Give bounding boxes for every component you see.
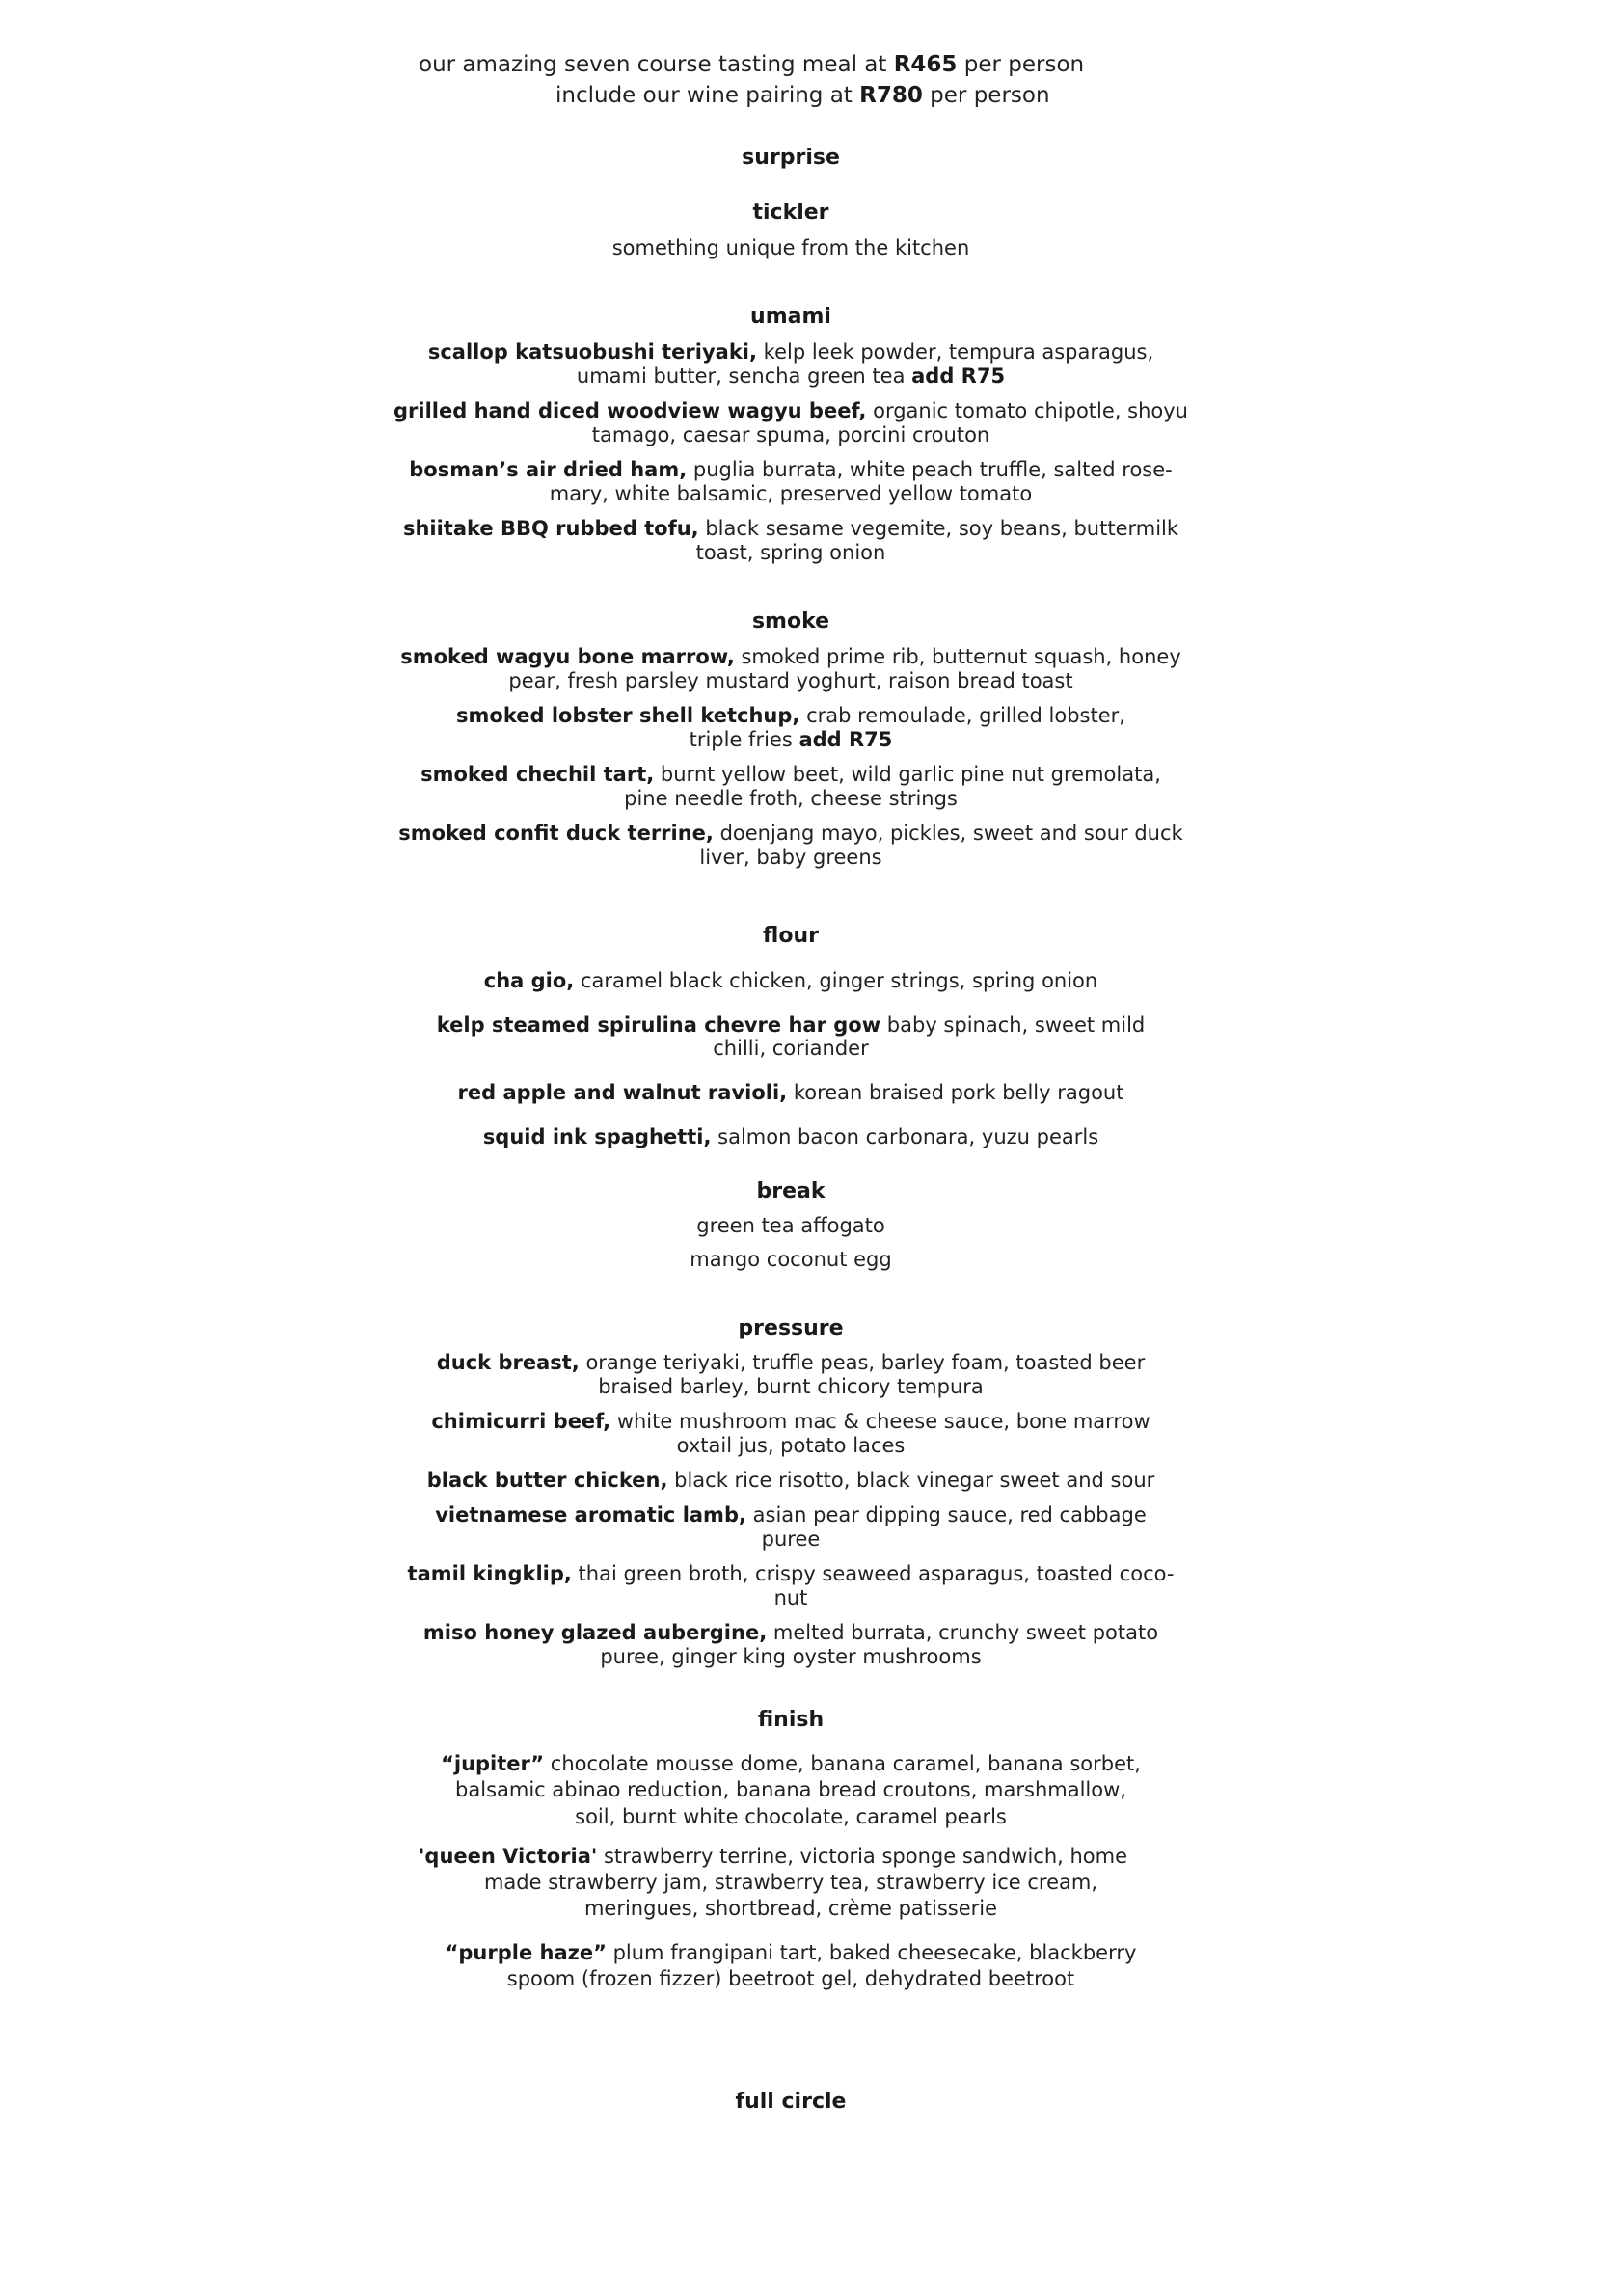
supplement-price: add R75 xyxy=(798,728,893,751)
dish-name: bosman’s air dried ham, xyxy=(409,458,688,481)
dish-line xyxy=(366,457,1215,482)
dish-line: braised barley, burnt chicory tempura xyxy=(598,1375,984,1398)
dish-line xyxy=(366,1350,1215,1375)
tickler-description: something unique from the kitchen xyxy=(611,236,970,259)
dish-name: smoked chechil tart, xyxy=(420,763,655,786)
dish-line xyxy=(366,968,1215,993)
dish-line xyxy=(366,1409,1215,1434)
dish-description: asian pear dipping sauce, red cabbage xyxy=(745,1503,1147,1526)
dish-name: smoked lobster shell ketchup, xyxy=(456,704,800,727)
section-heading-smoke: smoke xyxy=(751,609,830,634)
dish-name: cha gio, xyxy=(483,969,575,992)
dish-name: black butter chicken, xyxy=(426,1469,668,1492)
break-item: green tea affogato xyxy=(696,1214,885,1237)
section-heading-finish: finish xyxy=(757,1708,825,1732)
dish-description: puglia burrata, white peach truffle, salted rose- xyxy=(687,458,1173,481)
wine-pairing-price: R780 xyxy=(859,83,923,108)
break-item: mango coconut egg xyxy=(690,1248,892,1271)
dish-name: grilled hand diced woodview wagyu beef, xyxy=(393,399,867,422)
dish-line xyxy=(366,703,1215,728)
dish-name: vietnamese aromatic lamb, xyxy=(435,1503,746,1526)
dish-line xyxy=(366,762,1215,787)
dish-line: tamago, caesar spuma, porcini crouton xyxy=(591,423,990,446)
dish-line: soil, burnt white chocolate, caramel pearls xyxy=(575,1805,1007,1828)
section-heading-break: break xyxy=(756,1179,826,1203)
dish-description: black sesame vegemite, soy beans, buttermilk xyxy=(698,517,1179,540)
dish-name: tamil kingklip, xyxy=(407,1562,572,1585)
section-heading-umami: umami xyxy=(750,305,831,329)
dish-description: doenjang mayo, pickles, sweet and sour duck xyxy=(713,822,1183,845)
dish-line: liver, baby greens xyxy=(699,846,882,869)
dish-line xyxy=(366,339,1215,365)
dish-description: crab remoulade, grilled lobster, xyxy=(799,704,1125,727)
dish-description: triple fries xyxy=(689,728,799,751)
dish-line xyxy=(366,1620,1215,1645)
dish-line xyxy=(366,1940,1215,1965)
dish-line xyxy=(366,1751,1215,1776)
dish-name: duck breast, xyxy=(436,1351,580,1374)
dish-name: kelp steamed spirulina chevre har gow xyxy=(436,1013,881,1037)
dish-description: plum frangipani tart, baked cheesecake, blackberry xyxy=(606,1941,1137,1964)
section-heading-flour: flour xyxy=(763,924,819,948)
section-heading-pressure: pressure xyxy=(738,1316,844,1340)
section-heading-tickler: tickler xyxy=(752,201,829,225)
dish-line xyxy=(366,1013,1215,1038)
dish-line xyxy=(366,1502,1215,1527)
dish-name: shiitake BBQ rubbed tofu, xyxy=(402,517,699,540)
dish-line: oxtail jus, potato laces xyxy=(676,1434,906,1457)
dish-line: toast, spring onion xyxy=(695,541,886,564)
dish-line xyxy=(366,644,1215,669)
dish-description: korean braised pork belly ragout xyxy=(787,1081,1124,1104)
dish-line xyxy=(366,1080,1215,1105)
dish-line xyxy=(366,516,1215,541)
dish-description: baby spinach, sweet mild xyxy=(880,1013,1146,1037)
intro-text: include our wine pairing at xyxy=(555,83,860,108)
dish-line: made strawberry jam, strawberry tea, strawberry ice cream, xyxy=(483,1871,1098,1894)
dish-description: salmon bacon carbonara, yuzu pearls xyxy=(711,1125,1099,1148)
dish-line xyxy=(366,398,1215,423)
supplement-price: add R75 xyxy=(911,365,1006,388)
dish-line xyxy=(366,1561,1215,1586)
meal-price: R465 xyxy=(893,52,958,77)
dish-line: puree, ginger king oyster mushrooms xyxy=(600,1645,982,1668)
dish-name: miso honey glazed aubergine, xyxy=(422,1621,768,1644)
dish-description: burnt yellow beet, wild garlic pine nut gremolata, xyxy=(654,763,1161,786)
dish-line: pear, fresh parsley mustard yoghurt, raison bread toast xyxy=(508,669,1073,692)
dish-description: smoked prime rib, butternut squash, honey xyxy=(734,645,1181,668)
dish-name: “purple haze” xyxy=(445,1941,607,1964)
dish-name: smoked wagyu bone marrow, xyxy=(400,645,735,668)
dish-description: strawberry terrine, victoria sponge sandwich, home xyxy=(597,1845,1128,1868)
intro-line-2 xyxy=(366,81,1215,110)
dish-line xyxy=(366,821,1215,846)
dish-name: “jupiter” xyxy=(441,1752,545,1775)
dish-line xyxy=(366,1468,1215,1493)
dish-description: organic tomato chipotle, shoyu xyxy=(866,399,1188,422)
dish-line: mary, white balsamic, preserved yellow tomato xyxy=(549,482,1033,505)
intro-text: per person xyxy=(922,83,1050,108)
dish-description: umami butter, sencha green tea xyxy=(576,365,912,388)
dish-line xyxy=(366,1124,1215,1149)
dish-description: kelp leek powder, tempura asparagus, xyxy=(756,340,1154,364)
intro-line-1 xyxy=(366,50,1215,79)
intro-text: per person xyxy=(957,52,1085,77)
dish-name: red apple and walnut ravioli, xyxy=(457,1081,788,1104)
dish-description: caramel black chicken, ginger strings, spring onion xyxy=(574,969,1098,992)
dish-name: chimicurri beef, xyxy=(431,1410,611,1433)
dish-line xyxy=(366,364,1215,389)
dish-description: white mushroom mac & cheese sauce, bone marrow xyxy=(610,1410,1150,1433)
dish-line: spoom (frozen fizzer) beetroot gel, dehydrated beetroot xyxy=(506,1967,1075,1990)
dish-name: scallop katsuobushi teriyaki, xyxy=(427,340,757,364)
dish-line: puree xyxy=(761,1527,821,1551)
dish-description: thai green broth, crispy seaweed asparagus, toasted coco- xyxy=(571,1562,1175,1585)
dish-line: balsamic abinao reduction, banana bread croutons, marshmallow, xyxy=(455,1778,1126,1801)
intro-text: our amazing seven course tasting meal at xyxy=(419,52,894,77)
dish-name: squid ink spaghetti, xyxy=(482,1125,712,1148)
section-heading-full-circle: full circle xyxy=(735,2090,847,2114)
dish-line: pine needle froth, cheese strings xyxy=(624,787,958,810)
dish-description: melted burrata, crunchy sweet potato xyxy=(767,1621,1159,1644)
dish-name: smoked confit duck terrine, xyxy=(398,822,714,845)
dish-line xyxy=(366,727,1215,752)
dish-description: orange teriyaki, truffle peas, barley foam, toasted beer xyxy=(579,1351,1146,1374)
dish-line: chilli, coriander xyxy=(713,1037,869,1060)
section-heading-surprise: surprise xyxy=(742,146,840,170)
dish-line: nut xyxy=(773,1586,808,1609)
dish-name: 'queen Victoria' xyxy=(419,1845,598,1868)
dish-line: meringues, shortbread, crème patisserie xyxy=(583,1897,998,1920)
dish-line xyxy=(366,1844,1215,1869)
dish-description: chocolate mousse dome, banana caramel, banana sorbet, xyxy=(544,1752,1141,1775)
dish-description: black rice risotto, black vinegar sweet and sour xyxy=(667,1469,1155,1492)
